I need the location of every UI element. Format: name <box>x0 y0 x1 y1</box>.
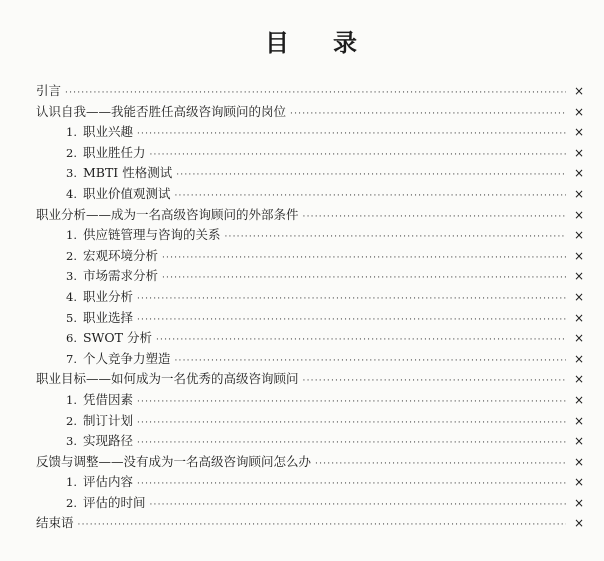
dot-leader <box>225 227 567 248</box>
toc-subentry[interactable] <box>36 287 586 308</box>
toc-entry-label: SWOT 分析 <box>82 330 152 346</box>
toc-entry-number: 1. <box>66 125 77 140</box>
toc-subentry[interactable] <box>36 184 586 205</box>
toc-page-number: × <box>573 186 585 201</box>
toc-entry-title <box>66 472 133 493</box>
dot-leader <box>176 165 566 186</box>
toc-subentry[interactable] <box>36 246 586 267</box>
toc-subentry[interactable] <box>36 122 586 143</box>
toc-entry-label: 职业兴趣 <box>82 124 133 140</box>
toc-page-number: × <box>573 228 585 243</box>
toc-entry-label: 评估内容 <box>82 474 133 490</box>
toc-entry-title <box>36 205 299 226</box>
toc-page-number: × <box>573 331 585 346</box>
toc-subentry[interactable] <box>36 143 586 164</box>
dot-leader <box>162 268 566 289</box>
toc-entry-label: 结束语 <box>36 515 74 531</box>
toc-entry-label: 凭借因素 <box>82 391 133 407</box>
toc-page-number: × <box>573 310 585 325</box>
dot-leader <box>137 310 566 331</box>
toc-subentry[interactable] <box>36 349 586 370</box>
toc-subentry[interactable] <box>36 266 586 287</box>
toc-entry[interactable] <box>36 513 586 534</box>
toc-entry-title <box>66 431 133 452</box>
toc-entry-title <box>36 452 311 473</box>
toc-entry-title <box>66 493 146 514</box>
toc-entry-title <box>36 81 61 102</box>
dot-leader <box>137 413 566 434</box>
dot-leader <box>137 433 566 454</box>
dot-leader <box>290 104 566 125</box>
dot-leader <box>303 207 566 228</box>
toc-entry-label: 宏观环境分析 <box>82 247 158 263</box>
dot-leader <box>175 186 567 207</box>
toc-entry-number: 2. <box>66 145 77 160</box>
toc-subentry[interactable] <box>36 163 586 184</box>
toc-entry-label: 反馈与调整——没有成为一名高级咨询顾问怎么办 <box>36 453 312 469</box>
toc-subentry[interactable] <box>36 472 586 493</box>
toc-entry-label: 个人竞争力塑造 <box>82 350 171 366</box>
toc-page-number: × <box>573 104 585 119</box>
dot-leader <box>303 371 566 392</box>
toc-page-number: × <box>573 269 585 284</box>
toc-entry-number: 3. <box>66 269 77 284</box>
toc-subentry[interactable] <box>36 308 586 329</box>
toc-entry-number: 1. <box>66 392 77 407</box>
dot-leader <box>78 515 566 536</box>
dot-leader <box>137 474 566 495</box>
toc-page-number: × <box>573 84 585 98</box>
toc-entry-label: 供应链管理与咨询的关系 <box>82 227 221 243</box>
toc-subentry[interactable] <box>36 390 586 411</box>
toc-entry-title <box>66 246 158 267</box>
toc-entry-number: 1. <box>66 475 77 490</box>
toc-entry-label: 认识自我——我能否胜任高级咨询顾问的岗位 <box>36 103 287 119</box>
toc-entry-title <box>66 287 133 308</box>
toc-page-number: × <box>573 125 585 140</box>
toc-entry-number: 7. <box>66 351 77 366</box>
toc-entry[interactable] <box>36 102 586 123</box>
toc-page-number: × <box>573 248 585 263</box>
toc-entry-number: 3. <box>66 434 77 449</box>
toc-entry-label: 引言 <box>36 83 62 98</box>
toc-entry-label: 评估的时间 <box>82 494 146 510</box>
toc-page-number: × <box>573 495 585 510</box>
toc-entry-title <box>66 184 171 205</box>
toc-entry-title <box>66 308 133 329</box>
toc-entry-title <box>66 143 146 164</box>
toc-page-number: × <box>573 166 585 181</box>
toc-entry-number: 5. <box>66 310 77 325</box>
title-char-2: 录 <box>333 28 357 57</box>
toc-subentry[interactable] <box>36 411 586 432</box>
dot-leader <box>137 124 566 145</box>
dot-leader <box>162 248 566 269</box>
toc-entry-label: 制订计划 <box>82 412 133 428</box>
toc-entry-title <box>66 266 158 287</box>
toc-page-number: × <box>573 392 585 407</box>
toc-page-number: × <box>573 145 585 160</box>
toc-entry-label: 职业价值观测试 <box>82 185 171 201</box>
toc-subentry[interactable] <box>36 225 586 246</box>
toc-entry-number: 6. <box>66 331 77 346</box>
toc-subentry[interactable] <box>36 431 586 452</box>
dot-leader <box>137 289 566 310</box>
toc-entry-title <box>66 328 152 349</box>
toc-subentry[interactable] <box>36 328 586 349</box>
toc-entry[interactable] <box>36 452 586 473</box>
toc-entry-title <box>36 369 299 390</box>
toc-entry-label: 职业胜任力 <box>82 144 146 160</box>
toc-page-number: × <box>573 413 585 428</box>
page-title <box>36 28 586 58</box>
toc-entry-title <box>66 390 133 411</box>
toc-entry-number: 2. <box>66 495 77 510</box>
dot-leader <box>315 454 566 475</box>
toc-entry[interactable] <box>36 205 586 226</box>
toc-entry-label: 市场需求分析 <box>82 268 158 284</box>
toc-page-number: × <box>573 289 585 304</box>
dot-leader <box>175 351 567 372</box>
toc-entry-title <box>36 513 74 534</box>
toc-page-number: × <box>573 351 585 366</box>
toc-entry-label: MBTI 性格测试 <box>82 165 173 181</box>
toc-page-number: × <box>573 475 585 490</box>
dot-leader <box>65 83 566 104</box>
toc-page-number: × <box>573 372 585 387</box>
toc-entry-label: 职业目标——如何成为一名优秀的高级咨询顾问 <box>36 371 299 387</box>
dot-leader <box>150 495 567 516</box>
toc-entry[interactable] <box>36 369 586 390</box>
toc-entry-number: 4. <box>66 186 77 201</box>
toc-page-number: × <box>573 516 585 531</box>
toc-entry-number: 4. <box>66 289 77 304</box>
toc-entry-label: 职业分析——成为一名高级咨询顾问的外部条件 <box>36 206 299 222</box>
toc-page-number: × <box>573 207 585 222</box>
toc-entry-number: 1. <box>66 228 77 243</box>
toc-entry-title <box>66 163 172 184</box>
title-char-1: 目 <box>265 28 289 57</box>
toc-entry-label: 职业选择 <box>82 309 133 325</box>
toc-subentry[interactable] <box>36 493 586 514</box>
dot-leader <box>150 145 567 166</box>
toc-entry[interactable] <box>36 81 586 102</box>
toc-entry-title <box>66 349 171 370</box>
toc-entry-title <box>66 122 133 143</box>
dot-leader <box>156 330 566 351</box>
toc-page-number: × <box>573 454 585 469</box>
toc-entry-number: 2. <box>66 248 77 263</box>
toc-entry-number: 2. <box>66 413 77 428</box>
toc-page-number: × <box>573 434 585 449</box>
toc-entry-label: 职业分析 <box>82 288 133 304</box>
table-of-contents <box>36 81 586 534</box>
toc-entry-title <box>36 102 286 123</box>
toc-entry-number: 3. <box>66 166 77 181</box>
toc-entry-title <box>66 411 133 432</box>
toc-entry-title <box>66 225 221 246</box>
dot-leader <box>137 392 566 413</box>
toc-entry-label: 实现路径 <box>82 433 133 449</box>
